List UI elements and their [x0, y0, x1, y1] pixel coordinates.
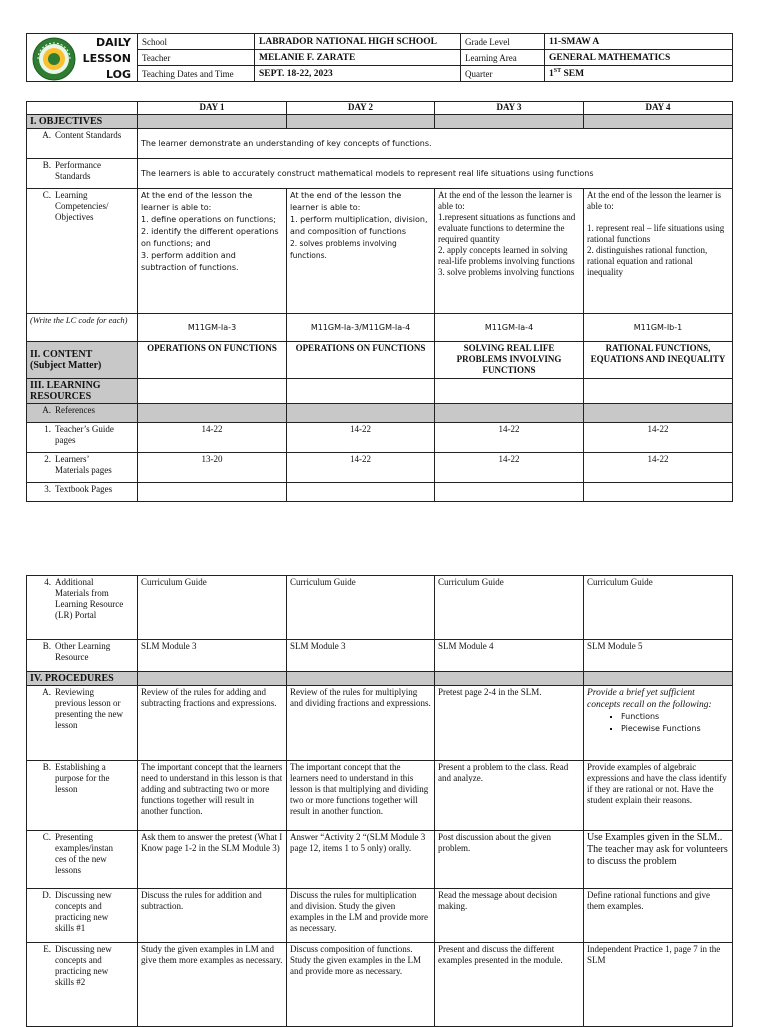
discussing2-day4: Independent Practice 1, page 7 in the SLM [584, 943, 733, 1027]
lm-pages-day4: 14-22 [584, 453, 733, 483]
content-day1: OPERATIONS ON FUNCTIONS [138, 342, 287, 379]
purpose-label: B. Establishing a purpose for the lesson [27, 761, 138, 831]
day2-header: DAY 2 [287, 102, 435, 115]
competencies-label: C. Learning Competencies/ Objectives [27, 189, 138, 314]
learning-area-label: Learning Area [461, 50, 545, 66]
procedures-heading: IV. PROCEDURES [27, 672, 138, 686]
presenting-day1: Ask them to answer the pretest (What I Know page 1-2 in the SLM Module 3) [138, 831, 287, 889]
tg-pages-day3: 14-22 [435, 423, 584, 453]
title-log: LOG [106, 68, 131, 81]
content-day3: SOLVING REAL LIFE PROBLEMS INVOLVING FUNCTIONS [435, 342, 584, 379]
competencies-day1: At the end of the lesson the learner is able to: 1. define operations on functions; 2. identify the different operations on functions; and 3. perform addition and subtraction of functions. [138, 189, 287, 314]
other-resource-day3: SLM Module 4 [435, 640, 584, 672]
reviewing-day1: Review of the rules for adding and subtracting fractions and expressions. [138, 686, 287, 761]
discussing1-day3: Read the message about decision making. [435, 889, 584, 943]
purpose-day2: The important concept that the learners need to understand in this lesson is that multiplying and dividing two or more functions together will result in another function. [287, 761, 435, 831]
discussing2-day2: Discuss composition of functions. Study the given examples in the LM and provide more as necessary. [287, 943, 435, 1027]
purpose-day3: Present a problem to the class. Read and analyze. [435, 761, 584, 831]
header-table [26, 33, 733, 82]
day4-header: DAY 4 [584, 102, 733, 115]
lc-code-day1: M11GM-Ia-3 [138, 314, 287, 342]
tg-pages-day2: 14-22 [287, 423, 435, 453]
discussing-1-label: D. Discussing new concepts and practicing new skills #1 [27, 889, 138, 943]
school-value: LABRADOR NATIONAL HIGH SCHOOL [255, 34, 461, 50]
presenting-day3: Post discussion about the given problem. [435, 831, 584, 889]
discussing1-day4: Define rational functions and give them examples. [584, 889, 733, 943]
learners-materials-label: 2. Learners’ Materials pages [27, 453, 138, 483]
references-label: A. References [27, 404, 138, 423]
teacher-value: MELANIE F. ZARATE [255, 50, 461, 66]
title-daily: DAILY [96, 36, 131, 49]
lm-pages-day1: 13-20 [138, 453, 287, 483]
day1-header: DAY 1 [138, 102, 287, 115]
learning-resources-heading: III. LEARNING RESOURCES [27, 379, 138, 404]
additional-day1: Curriculum Guide [138, 576, 287, 640]
content-heading: II. CONTENT (Subject Matter) [27, 342, 138, 379]
competencies-day2: At the end of the lesson the learner is able to: 1. perform multiplication, division, and composition of functions 2. solves problems involving functions. [287, 189, 435, 314]
day3-header: DAY 3 [435, 102, 584, 115]
title-lesson: LESSON [82, 52, 131, 65]
competencies-day3: At the end of the lesson the learner is able to: 1.represent situations as functions and evaluate functions to determine the required quantity 2. apply concepts learned in solving real-life problems involving functions 3. solve problems involving functions [435, 189, 584, 314]
teacher-label: Teacher [138, 50, 255, 66]
lm-pages-day2: 14-22 [287, 453, 435, 483]
content-standards-text: The learner demonstrate an understanding of key concepts of functions. [138, 129, 733, 159]
additional-day2: Curriculum Guide [287, 576, 435, 640]
content-day2: OPERATIONS ON FUNCTIONS [287, 342, 435, 379]
discussing1-day2: Discuss the rules for multiplication and division. Study the given examples in the LM and provide more as necessary. [287, 889, 435, 943]
purpose-day4: Provide examples of algebraic expressions and have the class identify if they are rational or not. Have the student explain their reasons. [584, 761, 733, 831]
teaching-dates-label: Teaching Dates and Time [138, 66, 255, 82]
reviewing-day3: Pretest page 2-4 in the SLM. [435, 686, 584, 761]
presenting-day2: Answer “Activity 2 “(SLM Module 3 page 12, items 1 to 5 only) orally. [287, 831, 435, 889]
dll-table-part2 [26, 575, 733, 1027]
tg-pages-day1: 14-22 [138, 423, 287, 453]
other-resource-day1: SLM Module 3 [138, 640, 287, 672]
presenting-day4: Use Examples given in the SLM.. The teacher may ask for volunteers to discuss the problem [584, 831, 733, 889]
discussing1-day1: Discuss the rules for addition and subtraction. [138, 889, 287, 943]
additional-day4: Curriculum Guide [584, 576, 733, 640]
teaching-dates-value: SEPT. 18-22, 2023 [255, 66, 461, 82]
school-label: School [138, 34, 255, 50]
quarter-label: Quarter [461, 66, 545, 82]
textbook-pages-label: 3. Textbook Pages [27, 483, 138, 502]
reviewing-day2: Review of the rules for multiplying and dividing fractions and expressions. [287, 686, 435, 761]
tg-pages-day4: 14-22 [584, 423, 733, 453]
other-resource-day4: SLM Module 5 [584, 640, 733, 672]
discussing2-day1: Study the given examples in LM and give them more examples as necessary. [138, 943, 287, 1027]
lc-code-day2: M11GM-Ia-3/M11GM-Ia-4 [287, 314, 435, 342]
grade-level-label: Grade Level [461, 34, 545, 50]
reviewing-label: A. Reviewing previous lesson or presenting the new lesson [27, 686, 138, 761]
lc-code-day4: M11GM-Ib-1 [584, 314, 733, 342]
competencies-day4: At the end of the lesson the learner is able to: 1. represent real – life situations using rational functions 2. distinguishes rational function, rational equation and rational inequality [584, 189, 733, 314]
other-resource-label: B. Other Learning Resource [27, 640, 138, 672]
lc-code-day3: M11GM-Ia-4 [435, 314, 584, 342]
lc-code-label: (Write the LC code for each) [27, 314, 138, 342]
dll-table-part1 [26, 101, 733, 502]
performance-standards-label: B. Performance Standards [27, 159, 138, 189]
performance-standards-text: The learners is able to accurately construct mathematical models to represent real life situations using functions [138, 159, 733, 189]
discussing-2-label: E. Discussing new concepts and practicing new skills #2 [27, 943, 138, 1027]
content-standards-label: A. Content Standards [27, 129, 138, 159]
reviewing-day4: Provide a brief yet sufficient concepts recall on the following: ▪ Functions ▪ Piecewise Functions [584, 686, 733, 761]
objectives-heading: I. OBJECTIVES [27, 115, 138, 129]
additional-materials-label: 4. Additional Materials from Learning Resource (LR) Portal [27, 576, 138, 640]
purpose-day1: The important concept that the learners need to understand in this lesson is that adding and subtracting two or more functions together will result in another function. [138, 761, 287, 831]
grade-level-value: 11-SMAW A [545, 34, 733, 50]
school-seal-logo [32, 37, 76, 81]
dll-title-block [27, 34, 138, 82]
other-resource-day2: SLM Module 3 [287, 640, 435, 672]
teachers-guide-label: 1. Teacher’s Guide pages [27, 423, 138, 453]
learning-area-value: GENERAL MATHEMATICS [545, 50, 733, 66]
quarter-value: 1ST SEM [545, 66, 733, 82]
lm-pages-day3: 14-22 [435, 453, 584, 483]
additional-day3: Curriculum Guide [435, 576, 584, 640]
discussing2-day3: Present and discuss the different examples presented in the module. [435, 943, 584, 1027]
presenting-examples-label: C. Presenting examples/instan ces of the new lessons [27, 831, 138, 889]
content-day4: RATIONAL FUNCTIONS, EQUATIONS AND INEQUALITY [584, 342, 733, 379]
